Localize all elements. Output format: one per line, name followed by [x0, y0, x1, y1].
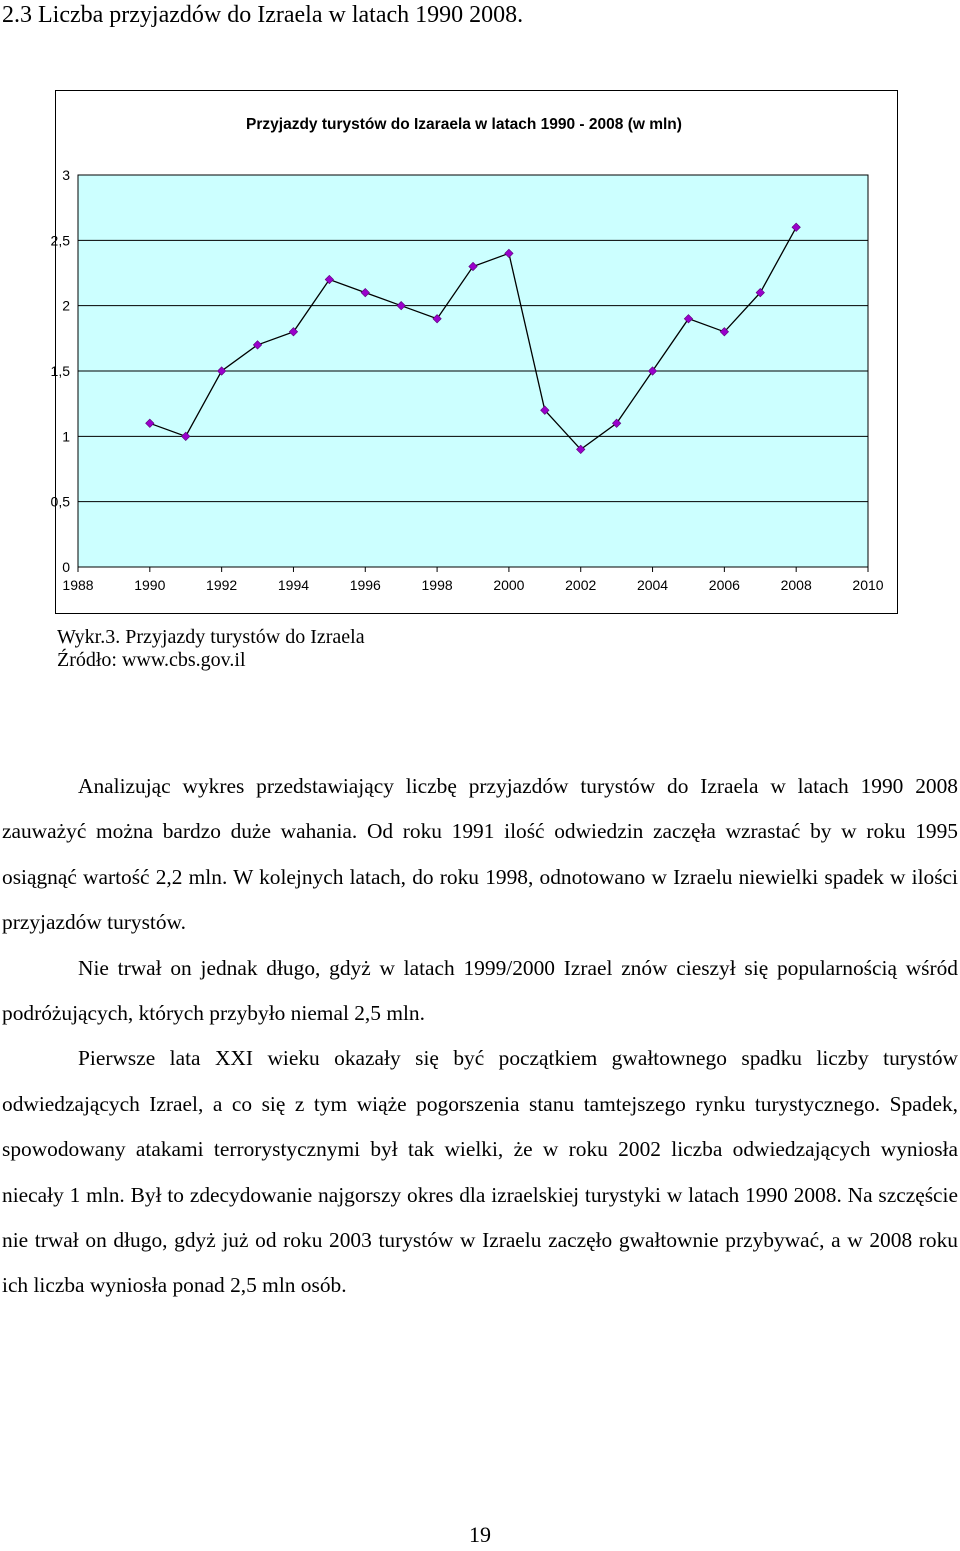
y-tick-label: 3 — [62, 167, 70, 183]
x-tick-label: 2010 — [852, 577, 884, 593]
source-caption: Źródło: www.cbs.gov.il — [57, 649, 246, 671]
y-tick-label: 1 — [62, 428, 70, 445]
line-chart — [50, 91, 899, 615]
paragraph: Pierwsze lata XXI wieku okazały się być początkiem gwałtownego spadku liczby turystów odwiedzających Izrael, a co się z tym wiąże pogorszenia stanu tamtejszego rynku turystycznego. Spadek, spowodowany atakami terrorystycznymi był tak wielki, że w roku 2002 liczba odwiedzających wyniosła niecały 1 mln. Był to zdecydowanie najgorszy okres dla izraelskiej turystyki w latach 1990 2008. Na szczęście nie trwał on długo, gdyż już od roku 2003 turystów w Izraelu zaczęło gwałtownie przybywać, a w 2008 roku ich liczba wyniosła ponad 2,5 mln osób. — [2, 1046, 958, 1298]
x-tick-label: 2004 — [636, 577, 669, 593]
x-tick-label: 1998 — [421, 577, 453, 593]
chart-frame — [50, 90, 898, 614]
x-tick-label: 1992 — [206, 577, 238, 593]
body-text — [2, 764, 958, 1309]
paragraph: Nie trwał on jednak długo, gdyż w latach 1999/2000 Izrael znów cieszył się popularnością wśród podróżujących, których przybyło niemal 2,5 mln. — [2, 955, 958, 1026]
y-tick-label: 2 — [62, 297, 70, 314]
x-tick-label: 1990 — [134, 577, 166, 593]
chart-title: Przyjazdy turystów do Izaraela w latach 1990 - 2008 (w mln) — [246, 116, 682, 133]
x-tick-label: 1994 — [277, 577, 310, 593]
y-tick-label: 1,5 — [50, 363, 70, 379]
x-tick-label: 2006 — [708, 577, 740, 593]
x-tick-label: 2002 — [565, 577, 597, 593]
x-tick-label: 1988 — [62, 577, 94, 593]
y-tick-label: 0 — [62, 559, 70, 575]
page-number: 19 — [469, 1522, 491, 1547]
paragraph: Analizując wykres przedstawiający liczbę przyjazdów turystów do Izraela w latach 1990 2008 zauważyć można bardzo duże wahania. Od roku 1991 ilość odwiedzin zaczęła wzrastać by w roku 1995 osiągnąć wartość 2,2 mln. W kolejnych latach, do roku 1998, odnotowano w Izraelu niewielki spadek w ilości przyjazdów turystów. — [2, 774, 958, 935]
section-heading: 2.3 Liczba przyjazdów do Izraela w latach 1990 2008. — [2, 2, 524, 28]
y-tick-label: 2,5 — [50, 232, 70, 249]
x-tick-label: 1996 — [349, 577, 381, 593]
figure-caption: Wykr.3. Przyjazdy turystów do Izraela — [57, 626, 365, 648]
y-tick-label: 0,5 — [50, 493, 70, 510]
x-tick-label: 2000 — [493, 577, 525, 593]
x-tick-label: 2008 — [780, 577, 812, 593]
